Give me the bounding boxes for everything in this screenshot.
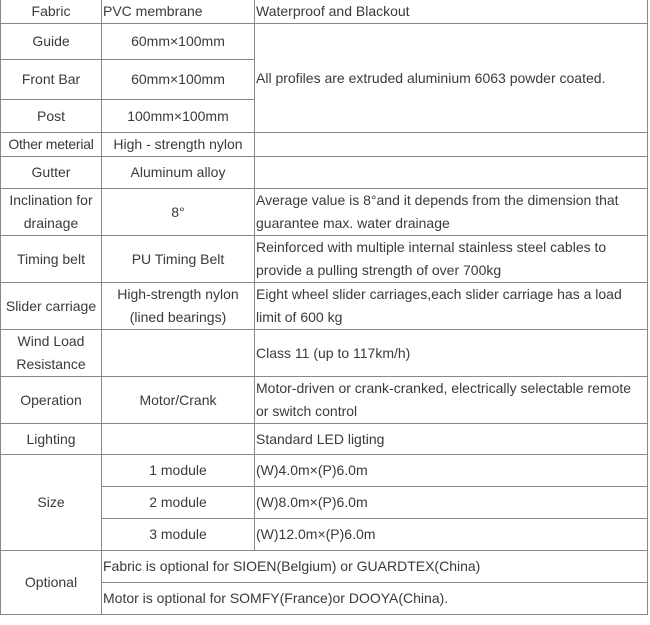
- row-label-front-bar: Front Bar: [1, 60, 102, 100]
- row-label-size: Size: [1, 455, 102, 551]
- value-inclination: 8°: [102, 189, 255, 236]
- value-front-bar: 60mm×100mm: [102, 60, 255, 100]
- row-label-fabric: Fabric: [1, 0, 102, 24]
- value-other-material: High - strength nylon: [102, 133, 255, 157]
- note-other-material: [255, 133, 648, 157]
- note-timing-belt: Reinforced with multiple internal stainless steel cables to provide a pulling strength of over 700kg: [255, 236, 648, 283]
- row-label-optional: Optional: [1, 551, 102, 615]
- table-row-inclination: [1, 189, 648, 236]
- row-label-post: Post: [1, 100, 102, 133]
- note-inclination: Average value is 8°and it depends from the dimension that guarantee max. water drainage: [255, 189, 648, 236]
- table-row-timing-belt: [1, 236, 648, 283]
- note-wind-load: Class 11 (up to 117km/h): [255, 330, 648, 377]
- size-module-name: 3 module: [102, 519, 255, 551]
- value-gutter: Aluminum alloy: [102, 157, 255, 189]
- value-timing-belt: PU Timing Belt: [102, 236, 255, 283]
- table-row-fabric: [1, 0, 648, 24]
- note-profiles: All profiles are extruded aluminium 6063 powder coated.: [255, 24, 648, 133]
- row-label-wind-load: Wind Load Resistance: [1, 330, 102, 377]
- size-module-dims: (W)4.0m×(P)6.0m: [255, 455, 648, 487]
- size-module-name: 1 module: [102, 455, 255, 487]
- row-label-inclination: Inclination for drainage: [1, 189, 102, 236]
- table-row-gutter: [1, 157, 648, 189]
- row-label-operation: Operation: [1, 377, 102, 424]
- note-fabric: Waterproof and Blackout: [255, 0, 648, 24]
- note-slider-carriage: Eight wheel slider carriages,each slider carriage has a load limit of 600 kg: [255, 283, 648, 330]
- value-post: 100mm×100mm: [102, 100, 255, 133]
- optional-item: Motor is optional for SOMFY(France)or DOOYA(China).: [102, 583, 648, 615]
- value-slider-carriage: High-strength nylon (lined bearings): [102, 283, 255, 330]
- value-operation: Motor/Crank: [102, 377, 255, 424]
- row-label-guide: Guide: [1, 24, 102, 60]
- table-row-slider-carriage: [1, 283, 648, 330]
- note-gutter: [255, 157, 648, 189]
- table-row-operation: [1, 377, 648, 424]
- table-row-size-1: [1, 455, 648, 487]
- note-lighting: Standard LED ligting: [255, 424, 648, 455]
- value-fabric: PVC membrane: [102, 0, 255, 24]
- note-operation: Motor-driven or crank-cranked, electrically selectable remote or switch control: [255, 377, 648, 424]
- row-label-other-material: Other meterial: [1, 133, 102, 157]
- table-row-lighting: [1, 424, 648, 455]
- size-module-dims: (W)12.0m×(P)6.0m: [255, 519, 648, 551]
- table-row-other-material: [1, 133, 648, 157]
- value-lighting: [102, 424, 255, 455]
- row-label-timing-belt: Timing belt: [1, 236, 102, 283]
- optional-item: Fabric is optional for SIOEN(Belgium) or GUARDTEX(China): [102, 551, 648, 583]
- value-guide: 60mm×100mm: [102, 24, 255, 60]
- table-row-guide: [1, 24, 648, 60]
- table-row-optional-1: [1, 551, 648, 583]
- size-module-dims: (W)8.0m×(P)6.0m: [255, 487, 648, 519]
- row-label-lighting: Lighting: [1, 424, 102, 455]
- table-row-wind-load: [1, 330, 648, 377]
- row-label-gutter: Gutter: [1, 157, 102, 189]
- row-label-slider-carriage: Slider carriage: [1, 283, 102, 330]
- size-module-name: 2 module: [102, 487, 255, 519]
- value-wind-load: [102, 330, 255, 377]
